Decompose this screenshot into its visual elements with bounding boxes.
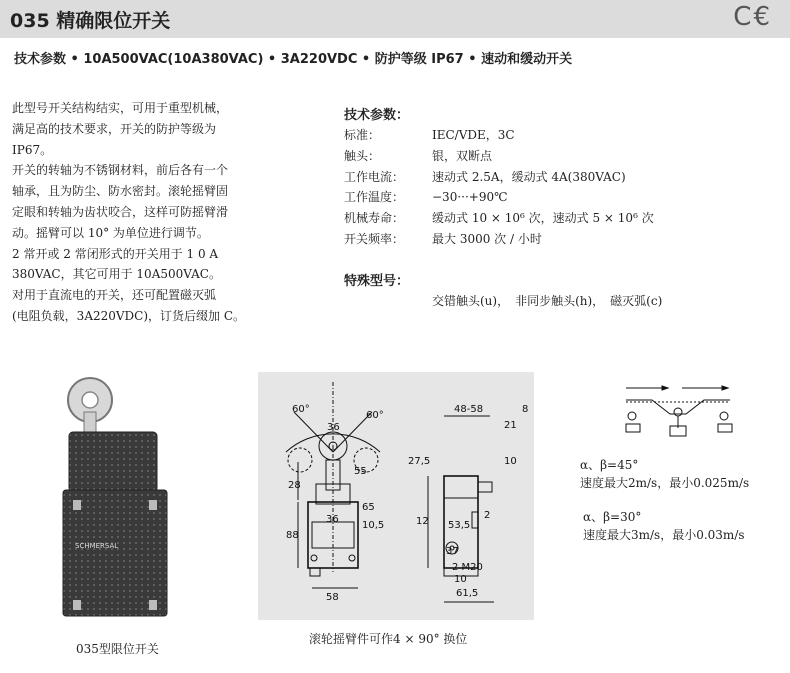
subtitle: 技术参数 • 10A500VAC(10A380VAC) • 3A220VDC • 防护等级 IP67 • 速动和缓动开关	[14, 52, 573, 67]
speed-text: 速度最大3m/s，最小0.03m/s	[583, 528, 745, 542]
actuation-diagram	[622, 380, 734, 440]
spec-label: 开关频率：	[344, 231, 405, 246]
spec-row	[344, 208, 764, 229]
title-bar	[0, 0, 790, 38]
dim-53-5: 53,5	[448, 520, 471, 531]
spec-value: IEC/VDE，3C	[432, 128, 515, 142]
photo-caption: 035型限位开关	[76, 642, 159, 656]
spec-value: 缓动式 10 × 10⁶ 次，速动式 5 × 10⁶ 次	[432, 211, 654, 226]
speed-angle: α、β=30°	[583, 510, 642, 524]
specs-table	[344, 125, 764, 250]
dim-angle-left: 60°	[292, 404, 310, 415]
description-line: 对用于直流电的开关，还可配置磁灭弧	[12, 288, 217, 303]
dim-88: 88	[286, 530, 299, 541]
dim-36-mid: 36	[326, 514, 339, 525]
speed-text: 速度最大2m/s，最小0.025m/s	[580, 476, 750, 490]
spec-row	[344, 167, 764, 188]
description-line: 此型号开关结构结实，可用于重型机械，	[12, 101, 229, 115]
dim-36-top: 36	[327, 422, 340, 433]
dim-2-m20: 2 M20	[452, 562, 483, 573]
dim-48-58: 48-58	[454, 404, 484, 415]
dim-55: 55	[354, 466, 367, 477]
switch-head	[69, 432, 157, 492]
spec-row	[344, 125, 764, 146]
description-line: (电阻负载，3A220VDC)，订货后缀加 C。	[12, 308, 246, 323]
spec-value: −30···+90℃	[432, 190, 508, 205]
spec-row	[344, 187, 764, 208]
page-title: 035 精确限位开关	[10, 10, 171, 32]
dim-21: 21	[504, 420, 517, 431]
speed-spec-30	[583, 508, 745, 544]
dim-65: 65	[362, 502, 375, 513]
brand-label: SCHMERSAL	[75, 542, 119, 550]
drawing-caption: 滚轮摇臂件可作4 × 90° 换位	[309, 632, 468, 646]
dim-8: 8	[522, 404, 529, 415]
description-line: 定眼和转轴为齿状咬合，这样可防摇臂滑	[12, 204, 229, 219]
description-line: 动。摇臂可以 10° 为单位进行调节。	[12, 225, 209, 240]
roller-hub	[82, 392, 98, 408]
description-line: IP67。	[12, 142, 53, 157]
spec-label: 触头：	[344, 148, 381, 163]
dim-27-5: 27,5	[408, 456, 431, 467]
spec-label: 机械寿命：	[344, 211, 405, 226]
dim-2: 2	[484, 510, 491, 521]
description-line: 轴承，且为防尘、防水密封。滚轮摇臂固	[12, 184, 229, 199]
description-line: 开关的转轴为不锈钢材料，前后各有一个	[12, 163, 229, 178]
spec-value: 银，双断点	[432, 148, 493, 163]
spec-value: 速动式 2.5A，缓动式 4A(380VAC)	[432, 169, 626, 184]
spec-value: 最大 3000 次 / 小时	[432, 231, 542, 246]
dim-12: 12	[416, 516, 429, 527]
spec-label: 标准：	[344, 128, 381, 142]
description-line: 2 常开或 2 常闭形式的开关用于 1 0 A	[12, 246, 219, 261]
special-models-list: 交错触头(u)， 非同步触头(h)， 磁灭弧(c)	[432, 294, 663, 308]
spec-row	[344, 229, 764, 250]
description-line: 380VAC，其它可用于 10A500VAC。	[12, 267, 221, 282]
speed-spec-45	[580, 456, 749, 492]
ce-mark: C€	[733, 2, 772, 32]
dim-58: 58	[326, 592, 339, 603]
dim-angle-right: 60°	[366, 410, 384, 421]
dim-28: 28	[288, 480, 301, 491]
spec-label: 工作电流：	[344, 169, 405, 184]
dim-37: 37	[446, 546, 459, 557]
dim-61-5: 61,5	[456, 588, 479, 599]
dim-10-right: 10	[504, 456, 517, 467]
special-models-heading: 特殊型号：	[344, 274, 410, 289]
spec-label: 工作温度：	[344, 190, 405, 205]
speed-angle: α、β=45°	[580, 458, 639, 472]
product-photo	[55, 372, 173, 622]
spec-row	[344, 146, 764, 167]
description	[12, 98, 270, 327]
dimension-drawing	[258, 372, 534, 620]
specs-heading: 技术参数：	[344, 108, 410, 123]
dim-10-5: 10,5	[362, 520, 385, 531]
dim-10-bottom: 10	[454, 574, 467, 585]
description-line: 满足高的技术要求，开关的防护等级为	[12, 121, 217, 136]
